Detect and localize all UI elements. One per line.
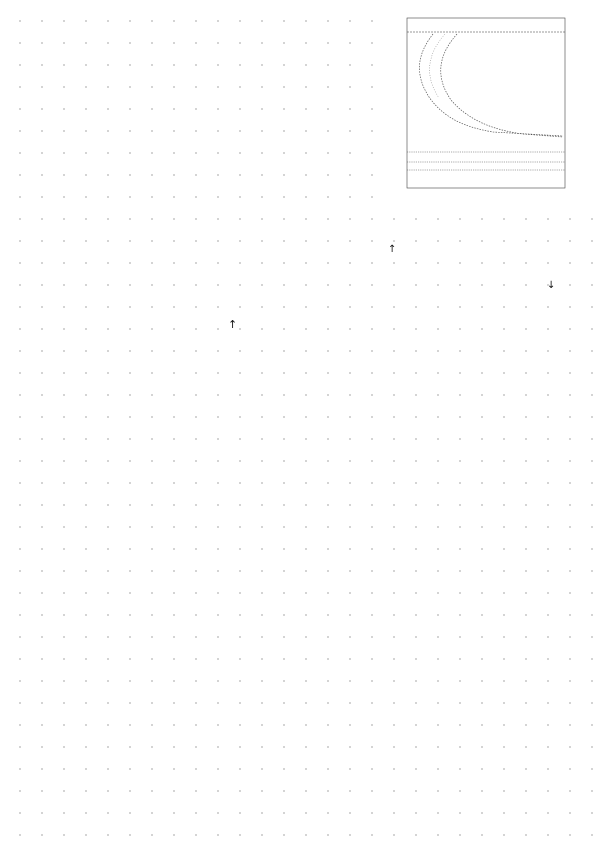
ttt-diagram bbox=[393, 12, 593, 202]
diagram-background bbox=[393, 12, 593, 202]
arrow-down-icon: ↓ bbox=[547, 280, 556, 291]
calc-5-equation bbox=[228, 316, 237, 334]
arrow-up-icon: ↑ bbox=[228, 318, 238, 331]
arrow-up-icon: ↑ bbox=[388, 244, 397, 255]
item-number bbox=[10, 14, 30, 24]
